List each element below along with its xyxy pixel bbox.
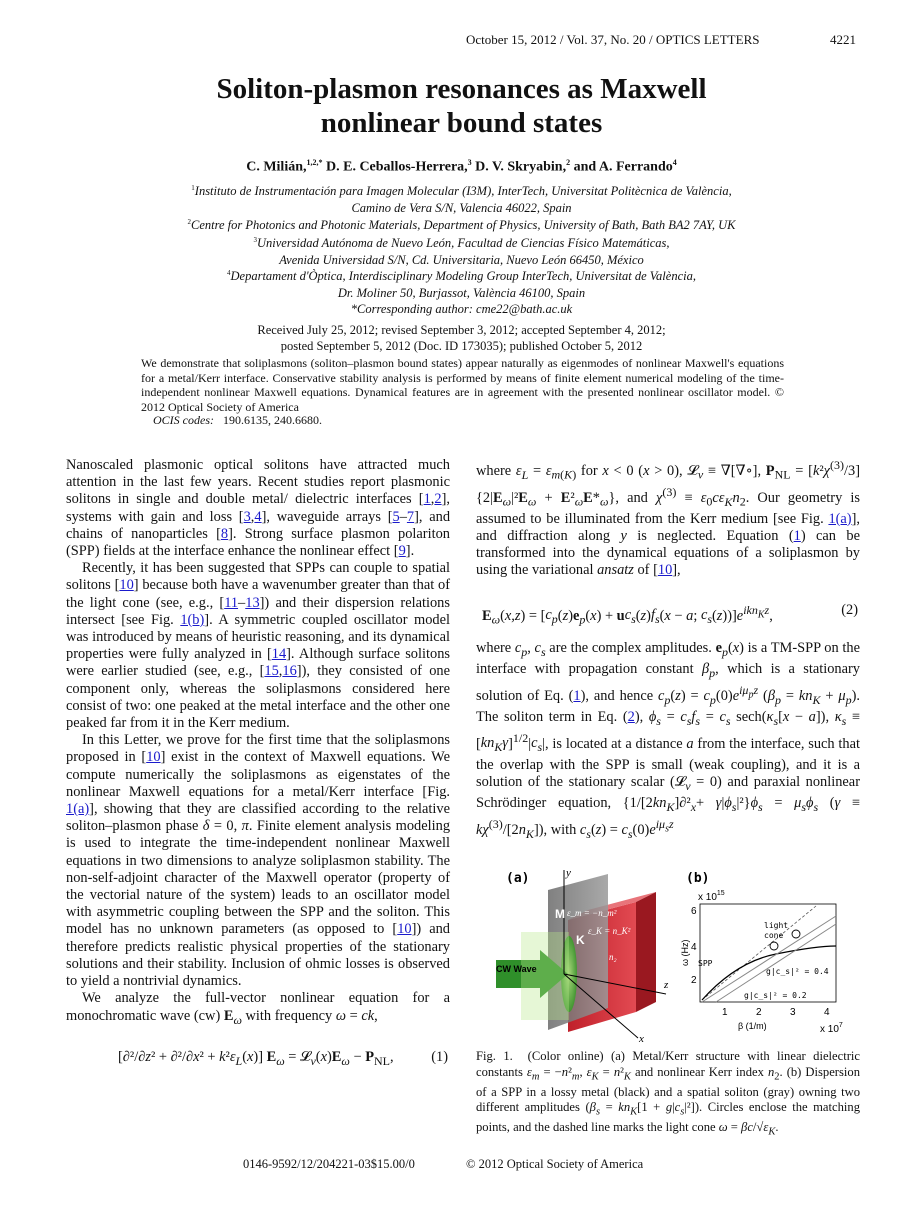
figure-link[interactable]: 1(a) bbox=[66, 801, 90, 818]
abstract: We demonstrate that soliplasmons (soliton–plasmon bound states) appear naturally as eigenmodes of nonlinear Maxwell's equations for a metal/Kerr interface. Conservative stability analysis is performed by means of finite element numerical modeling of the time-independent nonlinear Maxwell equations. Dynamical features are in agreement with the presented nonlinear oscillator model. © 2012 Optical Society of America bbox=[141, 356, 784, 414]
g04-label: g|c_s|² = 0.4 bbox=[766, 967, 829, 976]
y-axis-label: y bbox=[566, 867, 571, 879]
x-tick: 4 bbox=[824, 1007, 830, 1018]
citation-link[interactable]: 8 bbox=[220, 525, 229, 542]
x-tick: 3 bbox=[790, 1007, 796, 1018]
citation-link[interactable]: 16 bbox=[282, 663, 297, 680]
y-tick: 2 bbox=[691, 975, 697, 986]
citation-link[interactable]: 10 bbox=[146, 749, 161, 766]
cone-label: cone bbox=[764, 931, 784, 940]
affiliation-4: $^4$Departament d'Òptica, Interdisciplinary Modeling Group InterTech, Universitat de València, Dr. Moliner 50, Burjassot, València 46100, Spain *Corresponding author: cme22@bath.ac.uk bbox=[0, 265, 923, 318]
citation-link[interactable]: 14 bbox=[271, 646, 287, 663]
author: C. Milián, bbox=[246, 159, 307, 175]
citation-link[interactable]: 13 bbox=[245, 594, 260, 611]
kerr-label: K bbox=[576, 933, 585, 947]
citation-link[interactable]: 3 bbox=[243, 508, 251, 525]
left-column bbox=[66, 457, 450, 1087]
citation-link[interactable]: 10 bbox=[397, 921, 412, 938]
matching-point-circle bbox=[770, 942, 778, 950]
citation-link[interactable]: 10 bbox=[119, 577, 134, 594]
citation-link[interactable]: 5 bbox=[392, 508, 400, 525]
equation-1: $[\partial^2/\partial z^2 + \partial^2/\partial x^2 + k^2\varepsilon_L(x)]$ $E_\omega$ = $𝓛_v(x)E_\omega - P_{NL}$, (1) bbox=[118, 1048, 448, 1068]
y-tick: 6 bbox=[691, 906, 697, 917]
paragraph: In this Letter, we prove for the first time that the soliplasmons proposed in [10] exist in the context of Maxwell equations. We compute numerically the soliplasmons as eigenstates of the nonlinear Maxwell equations for a metal/Kerr interface [Fig. 1(a)], showing that they are classified according to the relative soliton–plasmon phase δ = 0, π. Finite element analysis modeling is used to integrate the time-independent nonlinear Maxwell equations in two dimensions to analyze soliplasmon stability. The non-self-adjoint character of the Maxwell operator (property of the vectorial nature of the system) leads to an oscillator model with asymmetric coupling between the SPP and the soliton. This model has no unknown parameters (as opposed to [10]) and therefore predicts realistic physical properties of the stationary solutions and their stability. Inclusion of ohmic losses is observed to yield a nontrivial dynamics. bbox=[66, 732, 451, 990]
citation-link[interactable]: 7 bbox=[406, 508, 415, 525]
y-scale-label: x $10^{15}$ bbox=[698, 890, 725, 903]
citation-link[interactable]: 10 bbox=[657, 562, 673, 579]
right-column bbox=[476, 457, 860, 843]
paragraph: where $\varepsilon_L = \varepsilon_{m(K)}$ for x < 0 (x > 0), 𝓛$_v$ ≡ ∇[∇∘], $P_{NL} = [k^2\chi^{(3)}/3]\{2|E_\omega|^2E_\omega + E^2_\omega E*_\omega\}$, and $\chi^{(3)} \equiv \varepsilon_0c\varepsilon_Kn_2$. Our geometry is assumed to be illuminated from the Kerr medium [see Fig. 1(a)], and diffraction along y is neglected. Equation (1) can be transformed into the dynamical equations of a soliplasmon by using the variational ansatz of [10], bbox=[476, 458, 861, 579]
n2-label: n₂ bbox=[609, 952, 617, 962]
citation-link[interactable]: 2 bbox=[434, 491, 442, 508]
title-line-2: nonlinear bound states bbox=[320, 107, 603, 139]
citation-link[interactable]: 4 bbox=[254, 508, 262, 525]
figure-link[interactable]: 1(b) bbox=[180, 611, 205, 628]
cw-wave-label: CW Wave bbox=[496, 964, 537, 974]
citation-link[interactable]: 9 bbox=[398, 543, 406, 560]
author: D. V. Skryabin, bbox=[475, 159, 567, 175]
plot-frame bbox=[700, 904, 836, 1002]
metal-label: M bbox=[555, 907, 565, 921]
author: D. E. Ceballos-Herrera, bbox=[326, 159, 468, 175]
beam-glow bbox=[521, 932, 569, 1020]
y-axis-title: ω (Hz) bbox=[680, 939, 690, 966]
ocis-codes: OCIS codes: 190.6135, 240.6680. bbox=[153, 413, 322, 427]
x-tick: 2 bbox=[756, 1007, 762, 1018]
x-scale-label: x $10^7$ bbox=[820, 1022, 843, 1035]
panel-a-label: (a) bbox=[506, 871, 530, 886]
eps-k-label: ε_K = n_K² bbox=[588, 926, 631, 936]
paragraph: We analyze the full-vector nonlinear equation for a monochromatic wave (cw) $E_\omega$ with frequency ω = ck, bbox=[66, 990, 450, 1027]
paper-title bbox=[0, 72, 923, 140]
light-cone-line bbox=[702, 906, 816, 1000]
figure-caption: Fig. 1. (Color online) (a) Metal/Kerr structure with linear dielectric constants $\varepsilon_m = -n^2_m$, $\varepsilon_K = n^2_K$ and nonlinear Kerr index $n_2$. (b) Dispersion of a SPP in a lossy metal (black) and a spatial soliton (gray) owning two different amplitudes $(\beta_s = kn_K[1 + g|c_s|^2])$. Circles enclose the matching points, and the dashed line marks the light cone $\omega = \beta c/√\varepsilon_K$. bbox=[476, 1049, 860, 1138]
citation-link[interactable]: 11 bbox=[224, 594, 239, 611]
spp-label: SPP bbox=[698, 959, 713, 968]
paragraph: Recently, it has been suggested that SPPs can couple to spatial solitons [10] because both have a wavenumber greater than that of the light cone (see, e.g., [11–13]) and their dispersion relations intersect [see Fig. 1(b)]. A symmetric coupled oscillator model was introduced by means of heuristic reasoning, and its dynamical properties were fully analyzed in [14]. Although surface solitons were earlier studied (see, e.g., [15,16]), they consisted of one component only, whereas the soliplasmons considered here consist of two: one peaked at the metal interface and the other one peaked far from it in the Kerr medium. bbox=[66, 560, 451, 732]
corresponding-author: *Corresponding author: cme22@bath.ac.uk bbox=[350, 302, 573, 317]
equation-link[interactable]: 2 bbox=[627, 708, 635, 725]
equation-link[interactable]: 1 bbox=[573, 687, 581, 704]
x-tick: 1 bbox=[722, 1007, 728, 1018]
x-axis-title: β (1/m) bbox=[738, 1021, 767, 1031]
citation-link[interactable]: 1 bbox=[423, 491, 431, 508]
panel-b-label: (b) bbox=[686, 871, 710, 886]
author-sup: 2 bbox=[566, 158, 571, 167]
y-tick: 4 bbox=[691, 942, 697, 953]
affiliation-3: $^3$Universidad Autónoma de Nuevo León, Facultad de Ciencias Físico Matemáticas, Avenida Universidad S/N, Cd. Universitaria, Nuevo León 66450, México bbox=[253, 236, 670, 267]
paragraph: where $c_p$, $c_s$ are the complex amplitudes. $e_p(x)$ is a TM-SPP on the interface with propagation constant $\beta_p$, which is a stationary solution of Eq. (1), and hence $c_p(z) = c_p(0)e^{i\mu_pz}$ $(\beta_p = kn_K + \mu_p)$. The soliton term in Eq. (2), $\phi_s = c_sf_s = c_s$ $\sec h(\kappa_s[x - a])$, $\kappa_s \equiv [kn_K\gamma]^{1/2}|c_s|$, is located at a distance a from the interface, such that the overlap with the SPP is small (weak coupling), and it is a solution of the stationary scalar (𝓛$_v$ = 0) and paraxial nonlinear Schrödinger equation, $\{1/[2kn_K]\partial^2_x+ \gamma|\phi_s|^2\}\phi_s = \mu_s\phi_s$ $(\gamma \equiv k\chi^{(3)}/[2n_K])$, with $c_s(z) = c_s(0)e^{i\mu_sz}$ bbox=[476, 639, 861, 841]
journal-line: October 15, 2012 / Vol. 37, No. 20 / OPTICS LETTERS bbox=[466, 32, 760, 47]
citation-link[interactable]: 15 bbox=[264, 663, 279, 680]
affiliation-1: $^1$Instituto de Instrumentación para Imagen Molecular (I3M), InterTech, Universitat Politècnica de València, Camino de Vera S/N, Valencia 46022, Spain bbox=[191, 184, 732, 215]
matching-point-circle bbox=[792, 930, 800, 938]
equation-2: $E_\omega(x,z) = [c_p(z)e_p(x) + uc_s(z)f_s(x - a$; $c_s(z))]e^{ikn_Kz}$, (2) bbox=[482, 601, 858, 627]
page-number: 4221 bbox=[830, 32, 856, 47]
g02-label: g|c_s|² = 0.2 bbox=[744, 991, 807, 1000]
affiliation-2: $^2$Centre for Photonics and Photonic Materials, Department of Physics, University of Bath, Bath BA2 7AY, UK bbox=[187, 218, 736, 233]
author-sup: 4 bbox=[672, 158, 677, 167]
figure-link[interactable]: 1(a) bbox=[828, 510, 852, 527]
paragraph: Nanoscaled plasmonic optical solitons have attracted much attention in the last few years. Recent studies report plasmonic solitons in single and double metal/ dielectric interfaces [1,2], systems with gain and loss [3,4], waveguide arrays [5–7], and chains of nanoparticles [8]. Strong surface plasmon polariton (SPP) fields at the interface enhance the nonlinear effect [9]. bbox=[66, 457, 451, 560]
z-axis-label: z bbox=[664, 979, 669, 991]
equation-link[interactable]: 1 bbox=[793, 527, 801, 544]
author: and A. Ferrando bbox=[573, 159, 673, 175]
x-axis-label: x bbox=[639, 1033, 644, 1045]
author-list bbox=[0, 158, 923, 176]
kerr-box-side bbox=[636, 892, 656, 1012]
figure-1 bbox=[476, 862, 860, 1046]
author-sup: 1,2,* bbox=[306, 158, 323, 167]
article-code: 0146-9592/12/204221-03$15.00/0 bbox=[243, 1157, 415, 1171]
author-sup: 3 bbox=[467, 158, 472, 167]
light-label: light bbox=[764, 921, 789, 930]
history-dates: Received July 25, 2012; revised September 3, 2012; accepted September 4, 2012; posted September 5, 2012 (Doc. ID 173035); published October 5, 2012 bbox=[257, 323, 666, 353]
title-line-1: Soliton-plasmon resonances as Maxwell bbox=[216, 73, 707, 105]
copyright: © 2012 Optical Society of America bbox=[466, 1157, 644, 1171]
eps-m-label: ε_m = −n_m² bbox=[567, 908, 617, 918]
